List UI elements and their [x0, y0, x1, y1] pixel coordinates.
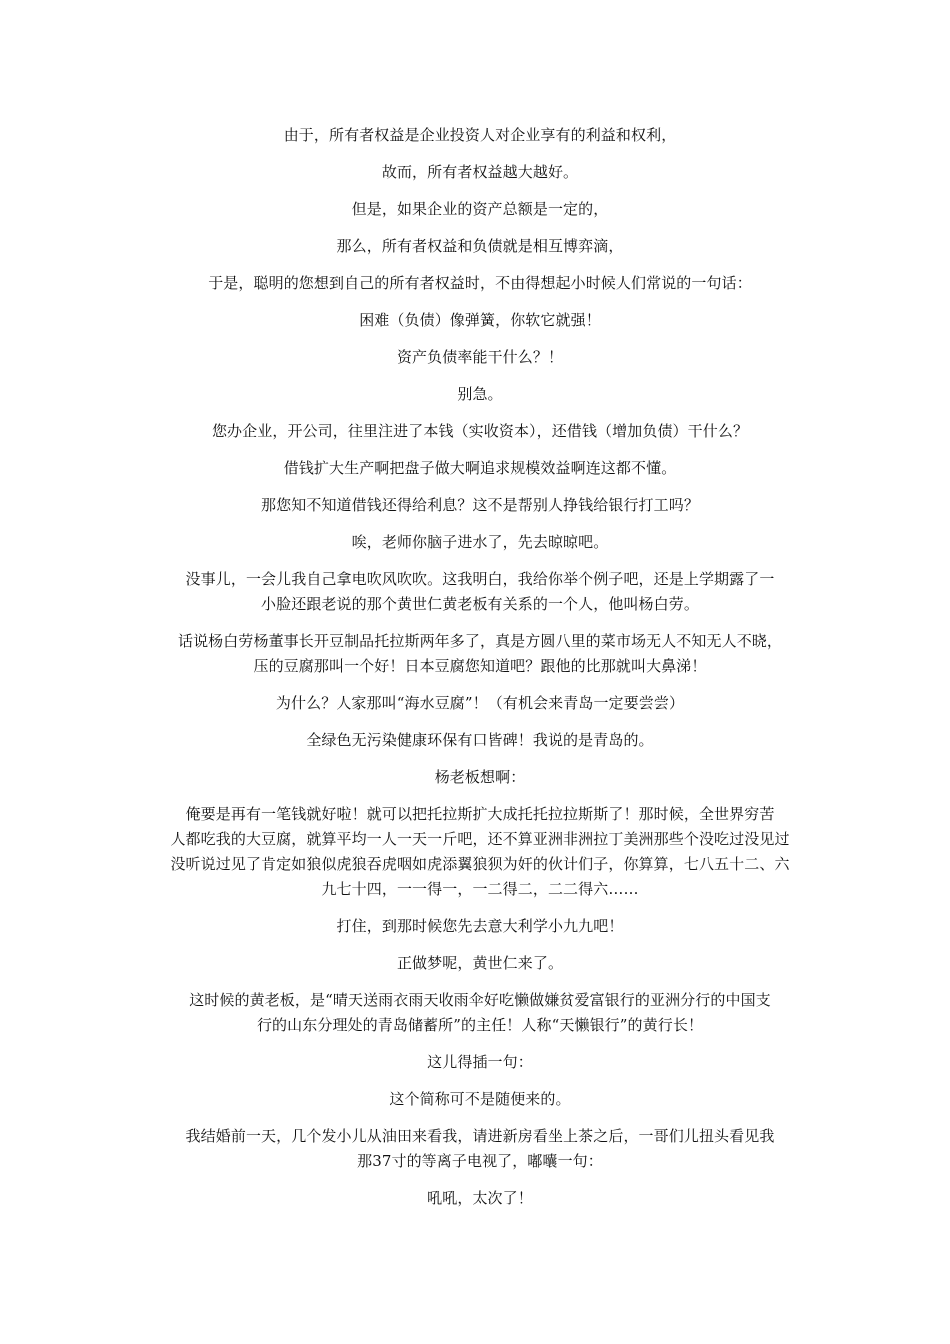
text-line: 由于，所有者权益是企业投资人对企业享有的利益和权利， — [283, 126, 677, 144]
text-line: 小脸还跟老说的那个黄世仁黄老板有关系的一个人，他叫杨白劳。 — [261, 595, 699, 613]
text-line: 这时候的黄老板，是“晴天送雨衣雨天收雨伞好吃懒做嫌贫爱富银行的亚洲分行的中国支 — [189, 991, 771, 1009]
text-line: 杨老板想啊： — [434, 768, 526, 786]
paragraph-20 — [150, 951, 810, 976]
text-line: 您办企业，开公司，往里注进了本钱（实收资本），还借钱（增加负债）干什么？ — [211, 422, 749, 440]
text-line: 困难（负债）像弹簧，你软它就强！ — [359, 311, 601, 329]
paragraph-19 — [150, 914, 810, 939]
document-body — [150, 123, 810, 1223]
text-line: 全绿色无污染健康环保有口皆碑！我说的是青岛的。 — [306, 731, 654, 749]
text-line: 唉，老师你脑子进水了，先去晾晾吧。 — [351, 533, 609, 551]
text-line: 行的山东分理处的青岛储蓄所”的主任！人称“天懒银行”的黄行长！ — [256, 1016, 704, 1034]
paragraph-17 — [150, 765, 810, 790]
paragraph-1 — [150, 123, 810, 148]
paragraph-14 — [150, 629, 810, 679]
text-line: 那37寸的等离子电视了，嘟囔一句： — [357, 1152, 603, 1170]
text-line: 话说杨白劳杨董事长开豆制品托拉斯两年多了，真是方圆八里的菜市场无人不知无人不晓， — [177, 632, 782, 650]
text-line: 九七十四，一一得一，一二得二，二二得六…… — [321, 880, 639, 898]
text-line: 但是，如果企业的资产总额是一定的， — [351, 200, 609, 218]
paragraph-22 — [150, 1050, 810, 1075]
text-line: 我结婚前一天，几个发小儿从油田来看我，请进新房看坐上茶之后，一哥们儿扭头看见我 — [185, 1127, 775, 1145]
paragraph-2 — [150, 160, 810, 185]
paragraph-23 — [150, 1087, 810, 1112]
text-line: 这个简称可不是随便来的。 — [389, 1090, 571, 1108]
paragraph-10 — [150, 456, 810, 481]
paragraph-13 — [150, 567, 810, 617]
text-line: 于是，聪明的您想到自己的所有者权益时，不由得想起小时候人们常说的一句话： — [208, 274, 752, 292]
paragraph-3 — [150, 197, 810, 222]
text-line: 这儿得插一句： — [427, 1053, 533, 1071]
text-line: 吼吼，太次了！ — [427, 1189, 533, 1207]
paragraph-15 — [150, 691, 810, 716]
text-line: 那您知不知道借钱还得给利息？这不是帮别人挣钱给银行打工吗？ — [261, 496, 699, 514]
paragraph-8 — [150, 382, 810, 407]
paragraph-21 — [150, 988, 810, 1038]
paragraph-4 — [150, 234, 810, 259]
paragraph-18 — [150, 802, 810, 902]
text-line: 为什么？人家那叫“海水豆腐”！（有机会来青岛一定要尝尝） — [275, 694, 685, 712]
paragraph-24 — [150, 1124, 810, 1174]
text-line: 正做梦呢，黄世仁来了。 — [396, 954, 564, 972]
text-line: 那么，所有者权益和负债就是相互博弈滴， — [336, 237, 624, 255]
text-line: 打住，到那时候您先去意大利学小九九吧！ — [336, 917, 624, 935]
paragraph-6 — [150, 308, 810, 333]
text-line: 故而，所有者权益越大越好。 — [381, 163, 579, 181]
text-line: 人都吃我的大豆腐，就算平均一人一天一斤吧，还不算亚洲非洲拉丁美洲那些个没吃过没见过 — [170, 830, 790, 848]
text-line: 俺要是再有一笔钱就好啦！就可以把托拉斯扩大成托托拉拉斯斯了！那时候，全世界穷苦 — [185, 805, 775, 823]
text-line: 没事儿，一会儿我自己拿电吹风吹吹。这我明白，我给你举个例子吧，还是上学期露了一 — [185, 570, 775, 588]
paragraph-5 — [150, 271, 810, 296]
paragraph-7 — [150, 345, 810, 370]
text-line: 别急。 — [457, 385, 503, 403]
paragraph-11 — [150, 493, 810, 518]
text-line: 没听说过见了肯定如狼似虎狼吞虎咽如虎添翼狼狈为奸的伙计们子，你算算，七八五十二、六 — [170, 855, 790, 873]
paragraph-12 — [150, 530, 810, 555]
text-line: 压的豆腐那叫一个好！日本豆腐您知道吧？跟他的比那就叫大鼻涕！ — [253, 657, 707, 675]
text-line: 借钱扩大生产啊把盘子做大啊追求规模效益啊连这都不懂。 — [283, 459, 677, 477]
text-line: 资产负债率能干什么？！ — [396, 348, 564, 366]
paragraph-9 — [150, 419, 810, 444]
paragraph-16 — [150, 728, 810, 753]
paragraph-25 — [150, 1186, 810, 1211]
